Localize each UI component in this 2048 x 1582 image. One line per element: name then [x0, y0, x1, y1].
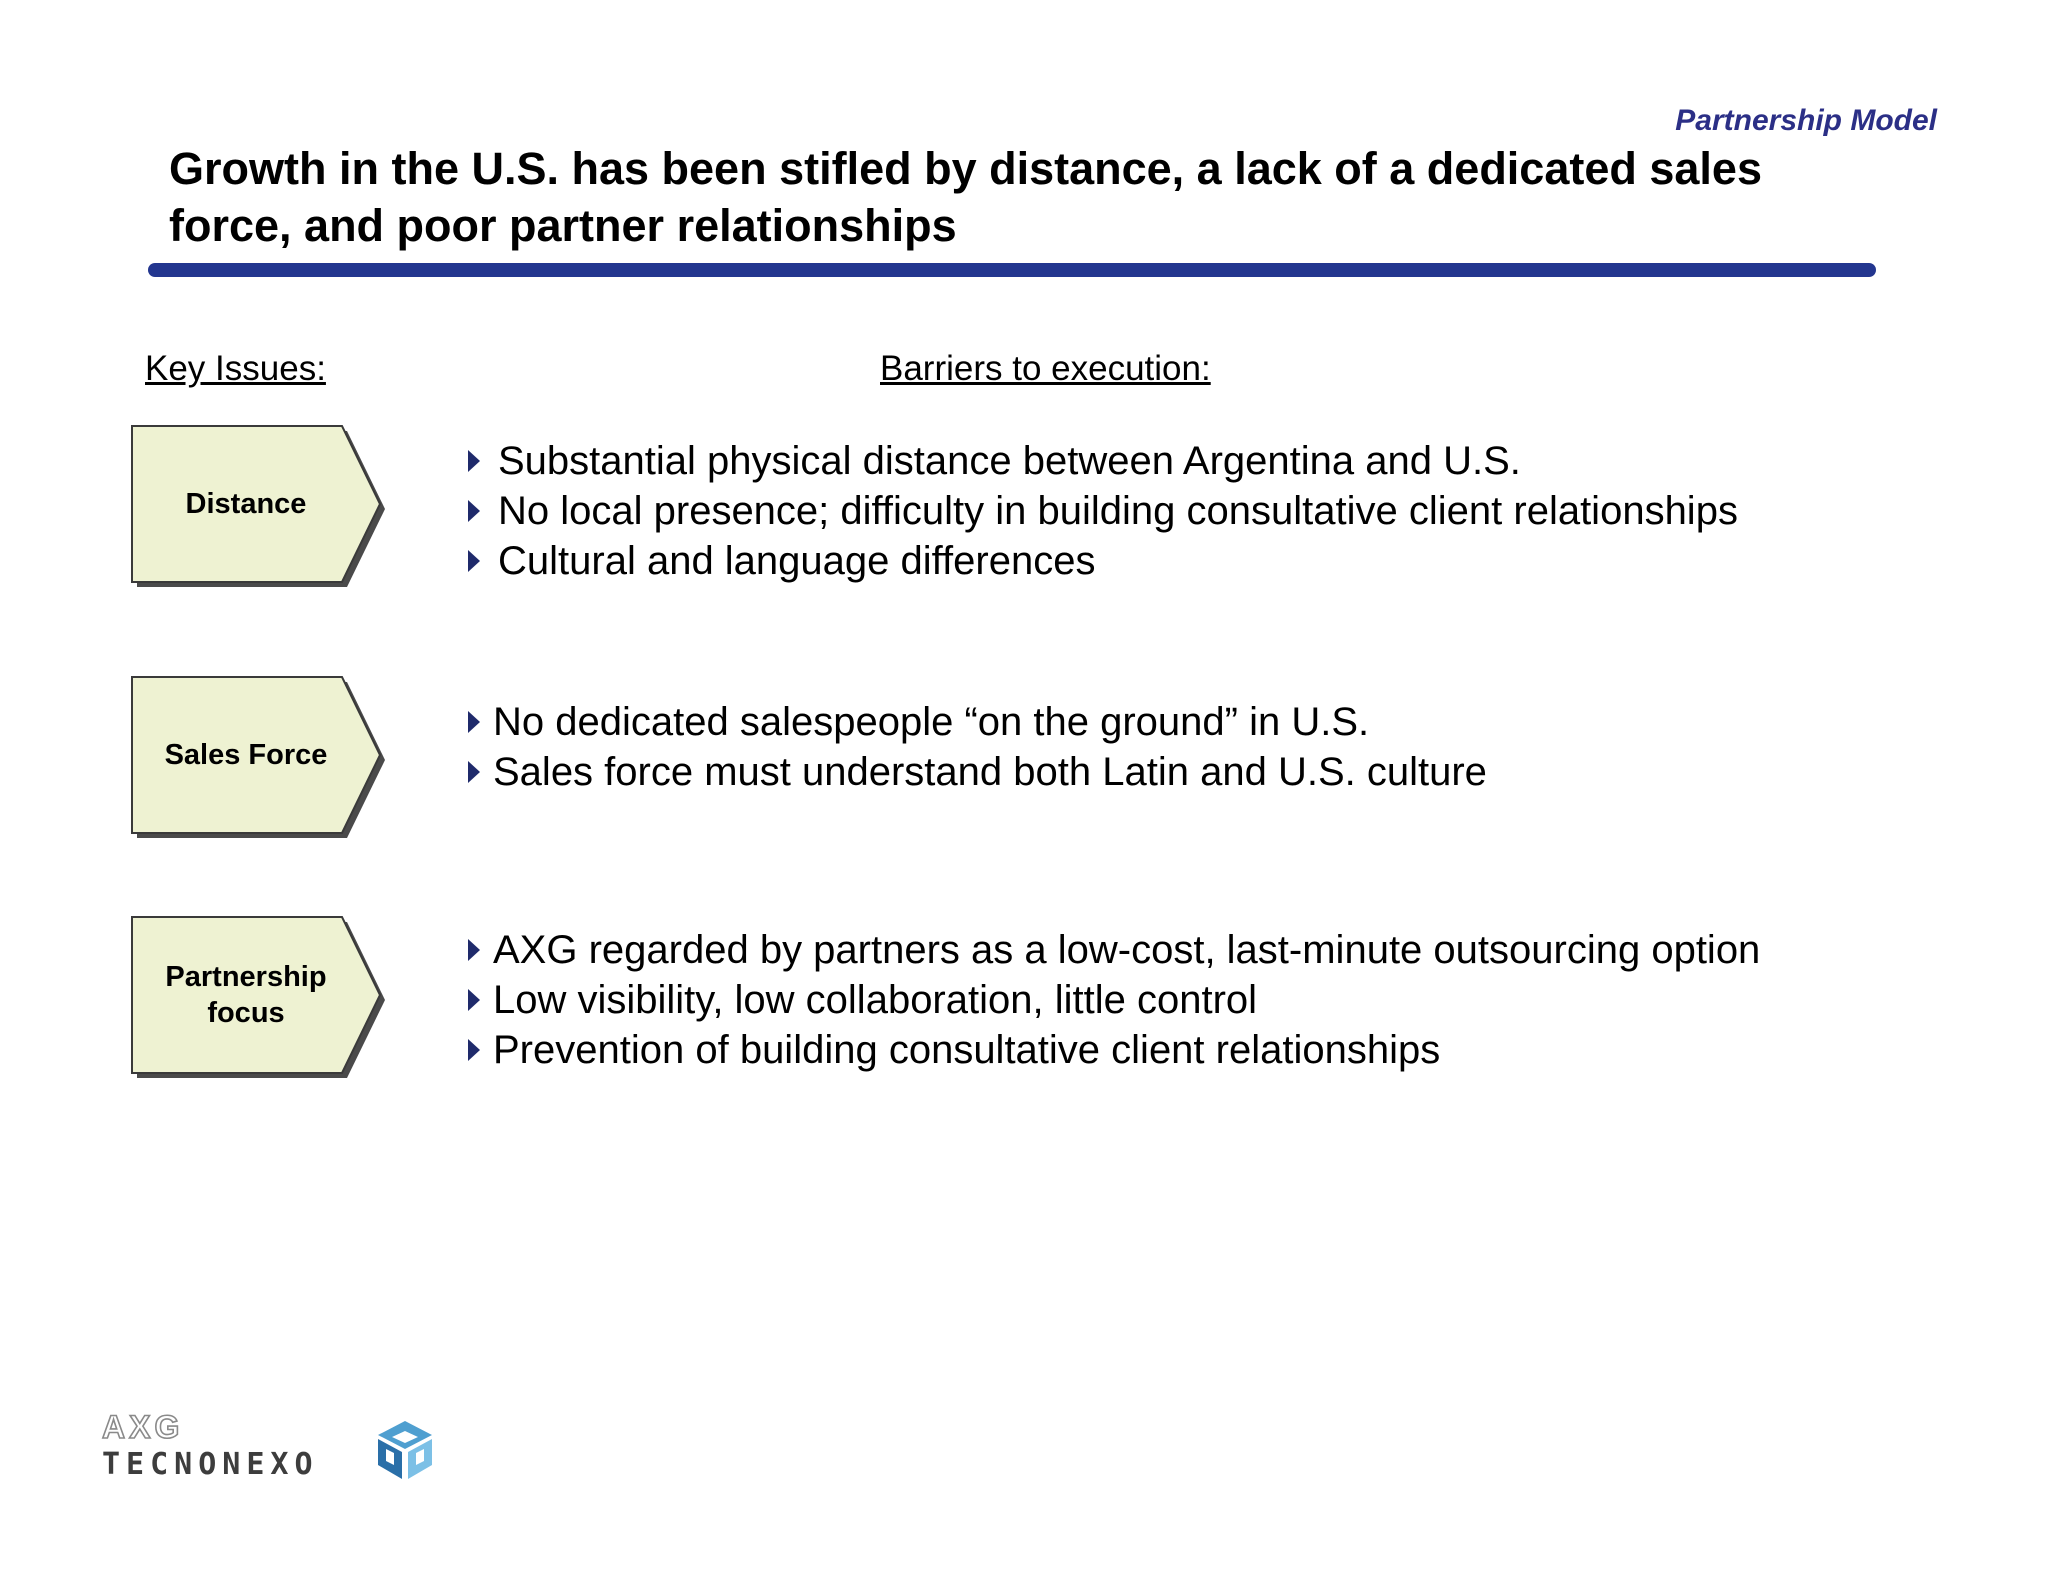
triangle-bullet-icon: [468, 550, 480, 572]
partnership-barriers-list: [466, 925, 1760, 1075]
list-item: Cultural and language differences: [466, 536, 1738, 586]
title-line-2: force, and poor partner relationships: [169, 200, 957, 251]
list-item: No local presence; difficulty in building consultative client relationships: [466, 486, 1738, 536]
section-tag: Partnership Model: [1675, 104, 1937, 137]
issue-box-distance: [131, 425, 383, 582]
triangle-bullet-icon: [468, 1039, 480, 1061]
sales-force-barriers-list: [466, 697, 1487, 797]
list-item: AXG regarded by partners as a low-cost, last-minute outsourcing option: [466, 925, 1760, 975]
triangle-bullet-icon: [468, 450, 480, 472]
distance-barriers-list: [466, 436, 1738, 586]
company-logo: [102, 1409, 442, 1489]
title-line-1: Growth in the U.S. has been stifled by distance, a lack of a dedicated sales: [169, 143, 1762, 194]
triangle-bullet-icon: [468, 761, 480, 783]
triangle-bullet-icon: [468, 939, 480, 961]
title-divider: [148, 263, 1876, 277]
triangle-bullet-icon: [468, 500, 480, 522]
logo-axg-text: AXG: [102, 1409, 184, 1445]
cube-logo-icon: [372, 1417, 438, 1483]
barriers-heading: Barriers to execution:: [880, 349, 1211, 388]
issue-label-partnership-focus: Partnership focus: [165, 960, 327, 1029]
list-item: Prevention of building consultative client relationships: [466, 1025, 1760, 1075]
list-item: Low visibility, low collaboration, little control: [466, 975, 1760, 1025]
issue-box-partnership-focus: [131, 916, 383, 1073]
page-title: [169, 140, 1889, 254]
triangle-bullet-icon: [468, 989, 480, 1011]
issue-label-distance: Distance: [185, 487, 307, 520]
key-issues-heading: Key Issues:: [145, 349, 326, 388]
issue-box-sales-force: [131, 676, 383, 833]
list-item: Substantial physical distance between Argentina and U.S.: [466, 436, 1738, 486]
logo-brand-name: TECNONEXO: [102, 1447, 319, 1482]
list-item: Sales force must understand both Latin and U.S. culture: [466, 747, 1487, 797]
triangle-bullet-icon: [468, 711, 480, 733]
list-item: No dedicated salespeople “on the ground” in U.S.: [466, 697, 1487, 747]
issue-label-sales-force: Sales Force: [164, 738, 328, 771]
